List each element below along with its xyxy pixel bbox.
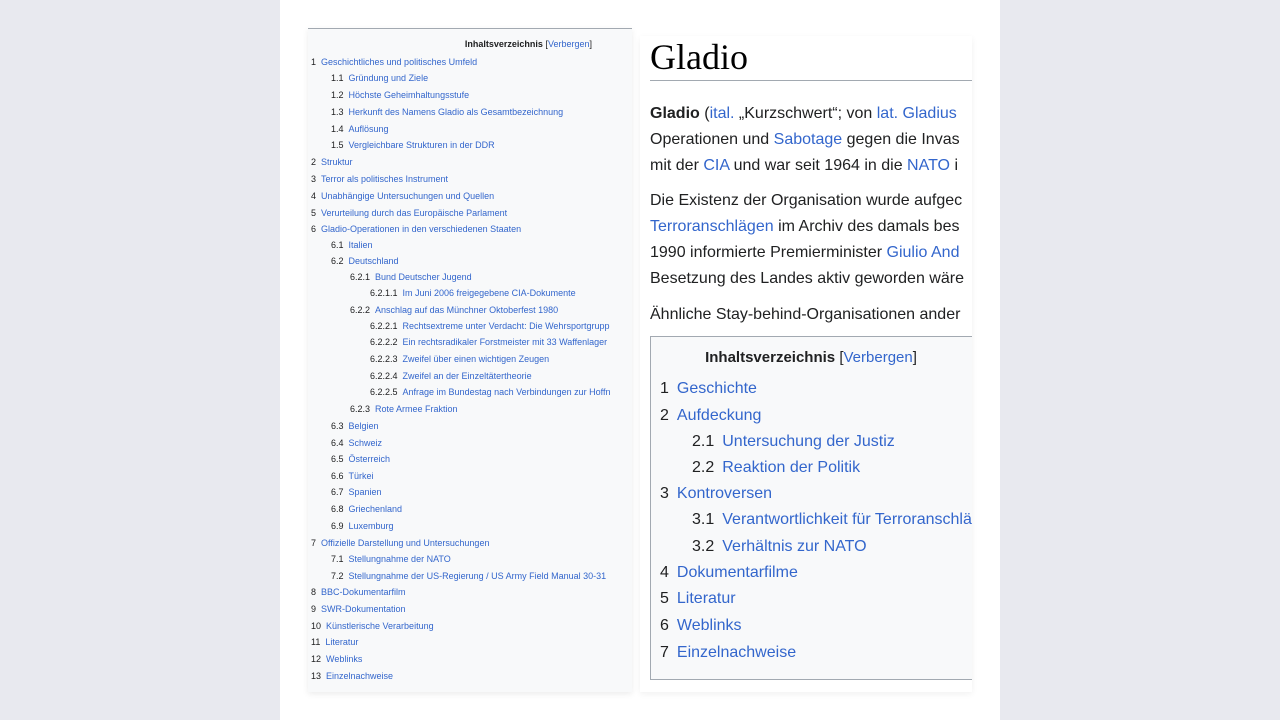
article-line: Besetzung des Landes aktiv geworden wäre <box>650 270 964 287</box>
toc-entry[interactable]: 4 Unabhängige Untersuchungen und Quellen <box>311 191 495 201</box>
toc-entry[interactable]: 6.8 Griechenland <box>331 504 403 514</box>
toc-entry[interactable]: 13 Einzelnachweise <box>311 671 394 681</box>
toc-entry[interactable]: 4 Dokumentarfilme <box>660 564 798 581</box>
toc-entry[interactable]: 6 Gladio-Operationen in den verschiedenen Staaten <box>311 224 522 234</box>
article-line: Gladio (ital. „Kurzschwert“; von lat. Gladius <box>650 105 957 122</box>
toc-entry[interactable]: 2.2 Reaktion der Politik <box>692 459 861 476</box>
toc-entry[interactable]: 6.2.2 Anschlag auf das Münchner Oktoberfest 1980 <box>350 305 559 315</box>
link-cia[interactable]: CIA <box>703 157 730 174</box>
toc-entry[interactable]: 6.2.2.3 Zweifel über einen wichtigen Zeugen <box>370 354 550 364</box>
toc-entry[interactable]: 6.6 Türkei <box>331 471 374 481</box>
toc-entry[interactable]: 6.2.2.5 Anfrage im Bundestag nach Verbindungen zur Hoffn <box>370 387 611 397</box>
toc-entry[interactable]: 6.5 Österreich <box>331 454 391 464</box>
toc-entry[interactable]: 6.3 Belgien <box>331 421 379 431</box>
article-panel <box>640 36 972 692</box>
toc-full-panel <box>308 28 632 692</box>
toc-entry[interactable]: 3 Terror als politisches Instrument <box>311 174 449 184</box>
toc-entry[interactable]: 7 Einzelnachweise <box>660 644 797 661</box>
toc-full-title: Inhaltsverzeichnis <box>464 39 543 49</box>
toc-entry[interactable]: 1.1 Gründung und Ziele <box>331 73 429 83</box>
link-gladius[interactable]: Gladius <box>902 105 957 122</box>
toc-entry[interactable]: 1.3 Herkunft des Namens Gladio als Gesamtbezeichnung <box>331 107 564 117</box>
toc-entry[interactable]: 1.2 Höchste Geheimhaltungsstufe <box>331 90 470 100</box>
link-nato[interactable]: NATO <box>907 157 950 174</box>
toc-entry[interactable]: 6.4 Schweiz <box>331 438 383 448</box>
article-line: Terroranschlägen im Archiv des damals bes <box>650 218 960 235</box>
toc-entry[interactable]: 6.2.2.2 Ein rechtsradikaler Forstmeister mit 33 Waffenlager <box>370 337 608 347</box>
article-line: Die Existenz der Organisation wurde aufgec <box>650 192 963 209</box>
article-line: Operationen und Sabotage gegen die Invas <box>650 131 960 148</box>
toc-entry[interactable]: 7.2 Stellungnahme der US-Regierung / US Army Field Manual 30-31 <box>331 571 607 581</box>
toc-entry[interactable]: 1.4 Auflösung <box>331 124 389 134</box>
article-line: mit der CIA und war seit 1964 in die NATO i <box>650 157 958 174</box>
link-sabotage[interactable]: Sabotage <box>773 131 843 148</box>
toc-entry[interactable]: 6.9 Luxemburg <box>331 521 394 531</box>
toc-entry[interactable]: 8 BBC-Dokumentarfilm <box>311 587 406 597</box>
toc-entry[interactable]: 6 Weblinks <box>660 617 742 634</box>
toc-entry[interactable]: 6.2.2.1 Rechtsextreme unter Verdacht: Die Wehrsportgrupp <box>370 321 610 331</box>
article-line: Ähnliche Stay-behind-Organisationen ander <box>650 306 961 323</box>
toc-entry[interactable]: 6.1 Italien <box>331 240 373 250</box>
toc-entry[interactable]: 2 Struktur <box>311 157 353 167</box>
link-terroranschlaegen[interactable]: Terroranschlägen <box>650 218 774 235</box>
article-line: 1990 informierte Premierminister Giulio And <box>650 244 960 261</box>
toc-entry[interactable]: 1.5 Vergleichbare Strukturen in der DDR <box>331 140 495 150</box>
link-lat[interactable]: lat. <box>876 105 899 122</box>
toc-entry[interactable]: 7 Offizielle Darstellung und Untersuchungen <box>311 538 490 548</box>
toc-entry[interactable]: 2 Aufdeckung <box>660 407 762 424</box>
toc-entry[interactable]: 6.2.2.4 Zweifel an der Einzeltätertheorie <box>370 371 532 381</box>
toc-entry[interactable]: 5 Literatur <box>660 590 736 607</box>
toc-box-title: Inhaltsverzeichnis <box>705 349 836 366</box>
toc-entry[interactable]: 6.2.1 Bund Deutscher Jugend <box>350 272 472 282</box>
toc-entry[interactable]: 5 Verurteilung durch das Europäische Parlament <box>311 208 508 218</box>
toc-entry[interactable]: 3 Kontroversen <box>660 485 773 502</box>
toc-entry[interactable]: 11 Literatur <box>311 637 359 647</box>
toc-entry[interactable]: 6.7 Spanien <box>331 487 382 497</box>
toc-full-hide-link[interactable]: Verbergen <box>547 39 590 49</box>
link-andreotti[interactable]: Giulio And <box>886 244 960 261</box>
page-title: Gladio <box>650 37 748 77</box>
toc-entry[interactable]: 6.2 Deutschland <box>331 256 399 266</box>
toc-box-heading: Inhaltsverzeichnis [Verbergen] <box>705 349 917 366</box>
toc-entry[interactable]: 12 Weblinks <box>311 654 363 664</box>
toc-entry[interactable]: 2.1 Untersuchung der Justiz <box>692 433 895 450</box>
toc-full-heading: Inhaltsverzeichnis [Verbergen] <box>464 39 592 49</box>
toc-entry[interactable]: 9 SWR-Dokumentation <box>311 604 406 614</box>
title-divider <box>650 80 972 81</box>
link-ital[interactable]: ital. <box>709 105 735 122</box>
toc-entry[interactable]: 6.2.1.1 Im Juni 2006 freigegebene CIA-Dokumente <box>370 288 576 298</box>
toc-entry[interactable]: 6.2.3 Rote Armee Fraktion <box>350 404 458 414</box>
toc-box <box>650 336 972 680</box>
toc-entry[interactable]: 10 Künstlerische Verarbeitung <box>311 621 434 631</box>
toc-entry[interactable]: 7.1 Stellungnahme der NATO <box>331 554 451 564</box>
toc-box-hide-link[interactable]: Verbergen <box>843 349 913 366</box>
toc-entry[interactable]: 1 Geschichtliches und politisches Umfeld <box>311 57 478 67</box>
toc-entry[interactable]: 3.2 Verhältnis zur NATO <box>692 538 867 555</box>
toc-entry[interactable]: 3.1 Verantwortlichkeit für Terroranschlä <box>692 511 972 528</box>
toc-entry[interactable]: 1 Geschichte <box>660 380 757 397</box>
